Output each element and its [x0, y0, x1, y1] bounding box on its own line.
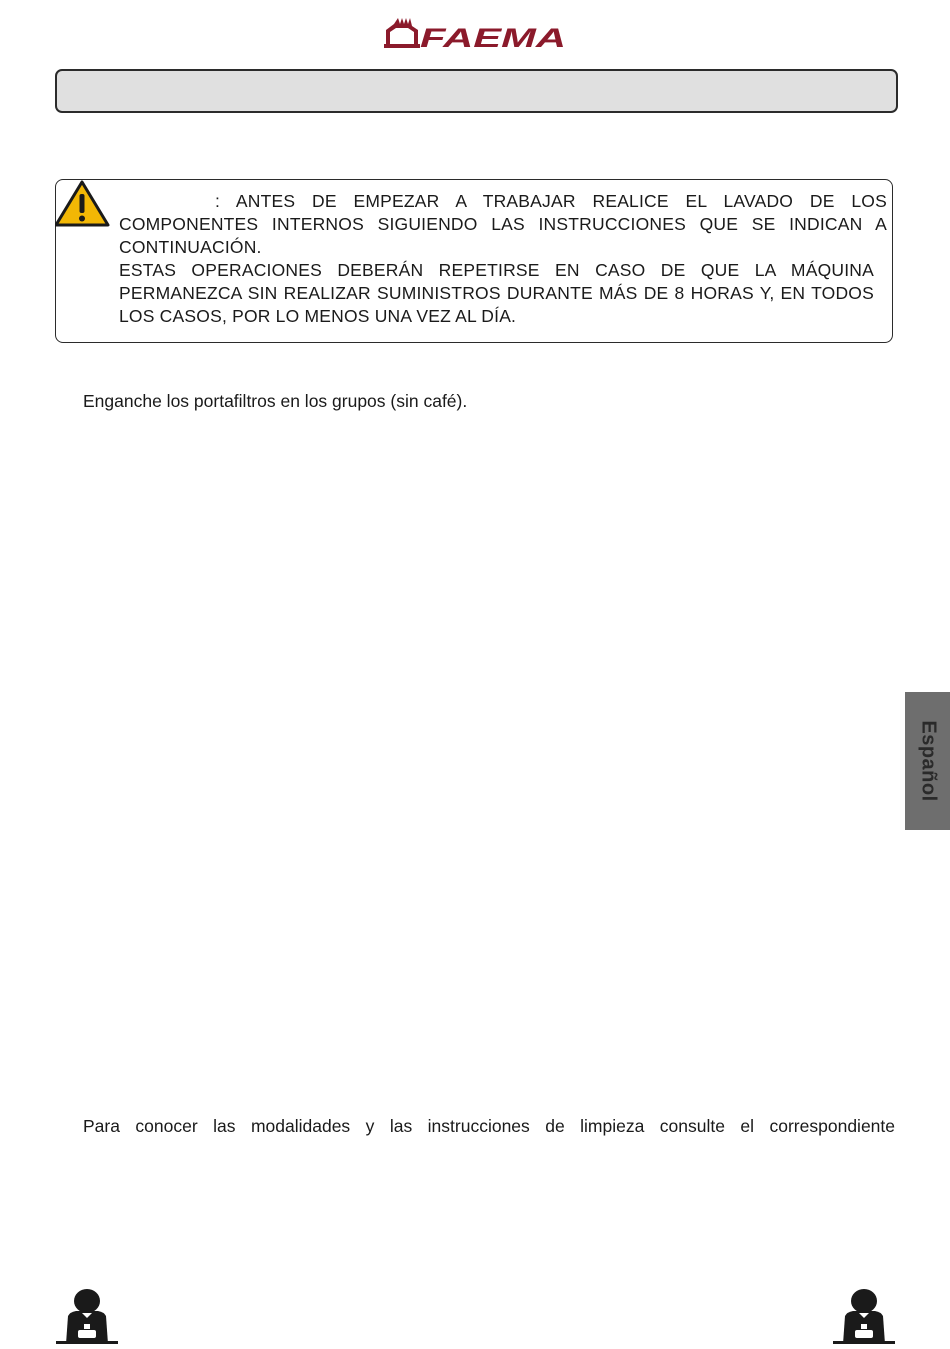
warning-text [119, 190, 887, 328]
warning-paragraph-1 [119, 190, 887, 259]
warning-paragraph-2 [119, 259, 874, 328]
faema-logo [384, 16, 568, 50]
barista-icon [833, 1286, 895, 1344]
instruction-text-1: Enganche los portafiltros en los grupos (sin café). [83, 391, 468, 411]
warning-box [55, 179, 893, 343]
language-tab[interactable] [905, 692, 950, 830]
section-title-bar [55, 69, 898, 113]
warning-triangle-icon [55, 179, 111, 229]
barista-icon [56, 1286, 118, 1344]
faema-logo-mark [384, 16, 568, 50]
warning-line-2: ESTAS OPERACIONES DEBERÁN REPETIRSE EN CASO DE QUE LA MÁQUINA PERMANEZCA SIN REALIZAR SUMINISTROS DURANTE MÁS DE 8 HORAS Y, EN TODOS LOS CASOS, POR LO MENOS UNA VEZ AL DÍA. [119, 260, 874, 326]
instruction-text-2: Para conocer las modalidades y las instrucciones de limpieza consulte el correspondiente [83, 1116, 895, 1136]
logo-wordmark: FAEMA [420, 23, 566, 50]
warning-line-1: : ANTES DE EMPEZAR A TRABAJAR REALICE EL LAVADO DE LOS COMPONENTES INTERNOS SIGUIENDO LAS INSTRUCCIONES QUE SE INDICAN A CONTINUACIÓN. [119, 191, 887, 257]
language-tab-label: Español [917, 720, 939, 802]
